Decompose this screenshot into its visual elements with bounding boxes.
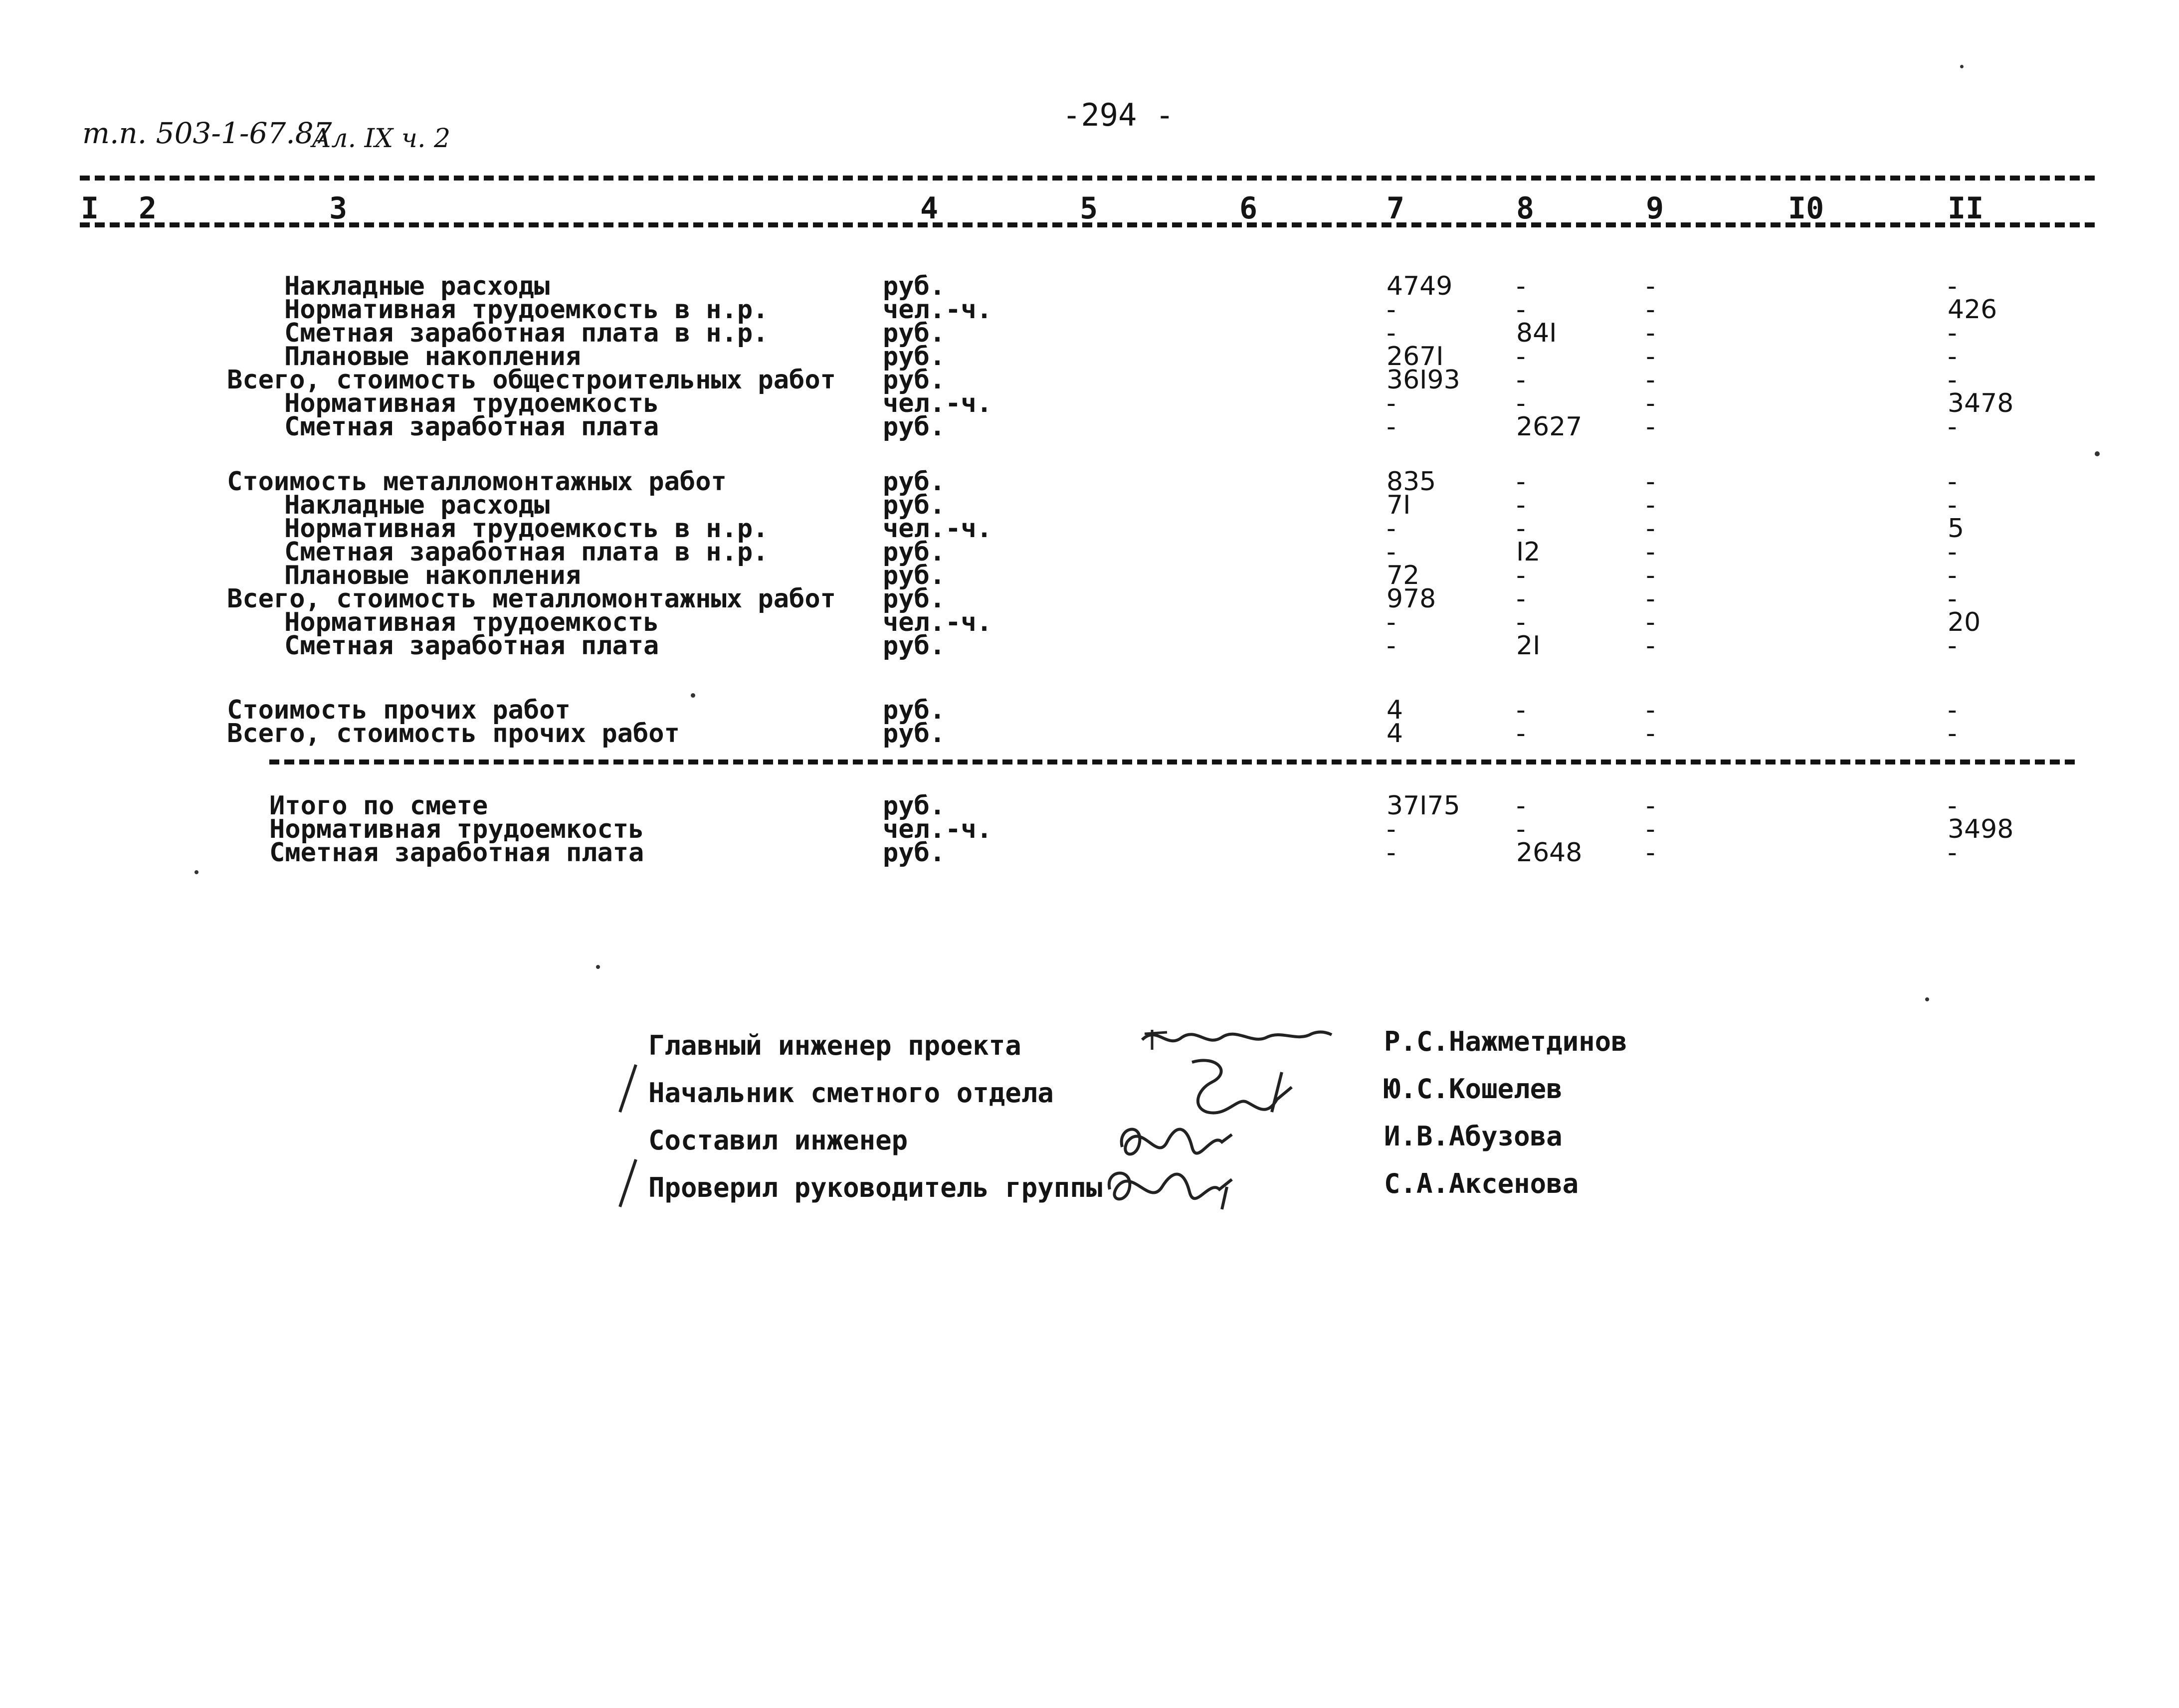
row-col8: - [1516,719,1526,749]
pen-mark-1 [616,1062,641,1117]
col-header-11: II [1948,191,1984,226]
total-col7: - [1387,838,1396,868]
row-unit: руб. [883,365,946,395]
signature-title-chief-engineer: Главный инженер проекта [648,1030,1021,1061]
total-col9: - [1646,791,1655,821]
row-col8: - [1516,514,1526,544]
handwritten-signature-3 [1112,1112,1242,1167]
row-unit: руб. [883,719,946,749]
row-col7: - [1387,537,1396,567]
col-header-4: 4 [920,191,939,226]
row-col9: - [1646,607,1655,637]
row-col9: - [1646,365,1655,395]
signature-name-compiler: И.В.Абузова [1384,1121,1563,1152]
row-col11: - [1948,561,1957,590]
total-unit: чел.-ч. [883,814,992,844]
row-col7: - [1387,607,1396,637]
row-col11: - [1948,412,1957,442]
total-label: Нормативная трудоемкость [269,814,644,844]
row-col9: - [1646,537,1655,567]
row-col11: - [1948,537,1957,567]
row-col11: 3478 [1948,388,2014,418]
row-col7: - [1387,388,1396,418]
row-col11: - [1948,467,1957,497]
row-col11: - [1948,490,1957,520]
row-col7: 4 [1387,719,1403,749]
total-col9: - [1646,838,1655,868]
row-col11: - [1948,365,1957,395]
row-label: Накладные расходы [284,490,550,520]
row-label: Нормативная трудоемкость [284,607,659,637]
scan-speck [691,693,695,698]
row-col7: 4749 [1387,271,1453,301]
row-unit: чел.-ч. [883,295,992,325]
row-col7: 978 [1387,584,1436,614]
row-col9: - [1646,561,1655,590]
signature-title-group-lead: Проверил руководитель группы [648,1172,1103,1203]
total-label: Итого по смете [269,791,488,821]
row-col9: - [1646,719,1655,749]
row-col7: - [1387,412,1396,442]
col-header-5: 5 [1080,191,1098,226]
row-col9: - [1646,388,1655,418]
row-unit: руб. [883,412,946,442]
row-col11: - [1948,318,1957,348]
row-col9: - [1646,412,1655,442]
scan-speck [596,965,600,969]
totals-rule [269,759,2075,764]
row-label: Нормативная трудоемкость в н.р. [284,295,769,325]
col-header-9: 9 [1646,191,1664,226]
row-unit: чел.-ч. [883,607,992,637]
total-col8: - [1516,791,1526,821]
row-col11: - [1948,719,1957,749]
total-col8: 2648 [1516,838,1583,868]
row-col11: 20 [1948,607,1981,637]
col-header-3: 3 [329,191,348,226]
signature-title-compiler: Составил инженер [648,1125,908,1156]
row-col11: 426 [1948,295,1997,325]
total-unit: руб. [883,838,946,868]
row-col9: - [1646,467,1655,497]
scan-speck [1925,997,1929,1001]
row-col9: - [1646,271,1655,301]
row-label: Плановые накопления [284,561,581,590]
col-header-2: 2 [139,191,157,226]
row-col7: - [1387,295,1396,325]
row-unit: чел.-ч. [883,388,992,418]
row-col11: - [1948,342,1957,372]
header-bottom-rule [80,222,2095,227]
row-col8: - [1516,607,1526,637]
row-col11: - [1948,584,1957,614]
row-label: Стоимость металломонтажных работ [227,467,727,497]
scan-speck [1960,65,1964,68]
scan-speck [2095,451,2100,456]
col-header-10: I0 [1788,191,1824,226]
row-label: Всего, стоимость металломонтажных работ [227,584,836,614]
handwritten-signature-4 [1102,1159,1247,1214]
total-unit: руб. [883,791,946,821]
row-col8: - [1516,695,1526,725]
row-col7: - [1387,318,1396,348]
row-label: Сметная заработная плата [284,412,659,442]
row-label: Сметная заработная плата [284,631,659,661]
row-col9: - [1646,631,1655,661]
row-col7: 267I [1387,342,1444,372]
row-col11: - [1948,271,1957,301]
col-header-7: 7 [1387,191,1405,226]
total-label: Сметная заработная плата [269,838,644,868]
pen-mark-2 [616,1157,641,1212]
row-col11: - [1948,631,1957,661]
row-label: Накладные расходы [284,271,550,301]
total-col11: 3498 [1948,814,2014,844]
row-col9: - [1646,318,1655,348]
row-unit: руб. [883,318,946,348]
row-unit: руб. [883,490,946,520]
row-col8: 2I [1516,631,1541,661]
row-col7: 72 [1387,561,1420,590]
row-label: Плановые накопления [284,342,581,372]
col-header-8: 8 [1516,191,1535,226]
total-col11: - [1948,838,1957,868]
signature-title-head-estimates: Начальник сметного отдела [648,1077,1054,1109]
page-number: -294 - [1062,97,1174,133]
row-unit: руб. [883,342,946,372]
row-label: Всего, стоимость общестроительных работ [227,365,836,395]
row-col8: - [1516,584,1526,614]
total-col7: - [1387,814,1396,844]
row-col8: - [1516,467,1526,497]
row-col8: I2 [1516,537,1541,567]
row-col9: - [1646,695,1655,725]
row-unit: руб. [883,467,946,497]
row-label: Стоимость прочих работ [227,695,571,725]
document-code: т.п. 503-1-67.87 [82,116,332,150]
total-col11: - [1948,791,1957,821]
row-unit: руб. [883,271,946,301]
row-col8: - [1516,295,1526,325]
signature-name-group-lead: С.А.Аксенова [1384,1168,1579,1199]
row-col11: 5 [1948,514,1965,544]
row-col9: - [1646,584,1655,614]
header-top-rule [80,176,2095,181]
row-col9: - [1646,514,1655,544]
row-col7: 4 [1387,695,1403,725]
signature-name-chief-engineer: Р.С.Нажметдинов [1384,1026,1627,1057]
row-col11: - [1948,695,1957,725]
row-col7: - [1387,514,1396,544]
row-unit: руб. [883,584,946,614]
row-unit: руб. [883,561,946,590]
row-unit: руб. [883,695,946,725]
total-col8: - [1516,814,1526,844]
row-col8: - [1516,342,1526,372]
row-col7: - [1387,631,1396,661]
signature-name-head-estimates: Ю.С.Кошелев [1384,1073,1563,1105]
row-col9: - [1646,342,1655,372]
row-label: Сметная заработная плата в н.р. [284,318,769,348]
total-col7: 37I75 [1387,791,1460,821]
col-header-6: 6 [1239,191,1258,226]
row-col9: - [1646,490,1655,520]
row-col8: - [1516,490,1526,520]
row-label: Сметная заработная плата в н.р. [284,537,769,567]
row-col8: - [1516,271,1526,301]
row-label: Нормативная трудоемкость [284,388,659,418]
album-reference: Ал. IX ч. 2 [312,124,451,154]
row-label: Всего, стоимость прочих работ [227,719,680,749]
row-unit: руб. [883,631,946,661]
row-col8: 2627 [1516,412,1583,442]
total-col9: - [1646,814,1655,844]
row-col9: - [1646,295,1655,325]
row-col7: 36I93 [1387,365,1460,395]
row-col8: - [1516,561,1526,590]
row-col7: 835 [1387,467,1436,497]
row-unit: чел.-ч. [883,514,992,544]
row-col8: - [1516,365,1526,395]
row-unit: руб. [883,537,946,567]
row-label: Нормативная трудоемкость в н.р. [284,514,769,544]
row-col8: - [1516,388,1526,418]
scan-speck [195,870,198,874]
col-header-1: I [81,191,99,226]
row-col8: 84I [1516,318,1557,348]
row-col7: 7I [1387,490,1411,520]
